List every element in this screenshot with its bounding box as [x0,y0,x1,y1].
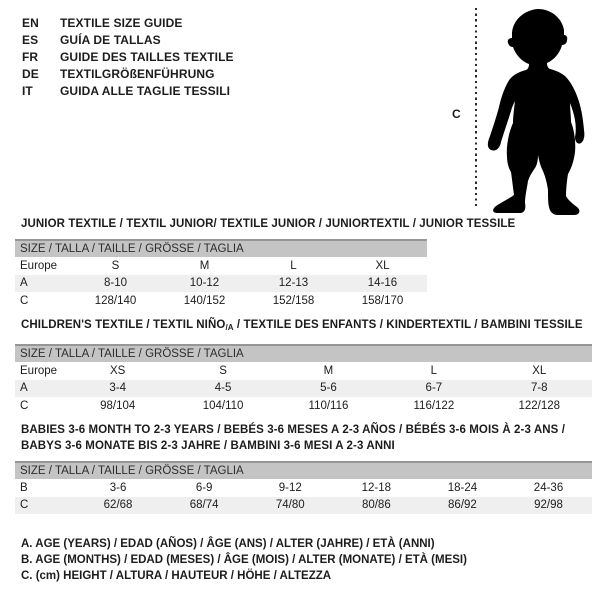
section-title-babies-line1: BABIES 3-6 MONTH TO 2-3 YEARS / BEBÉS 3-6 MESES A 2-3 AÑOS / BÉBÉS 3-6 MOIS À 2-3 ANS / [21,424,565,436]
guide-title-fr: GUIDE DES TAILLES TEXTILE [60,49,234,64]
table-row-height [15,497,592,515]
size-cell: 116/122 [413,399,455,412]
language-row-de [22,66,234,83]
language-code: DE [22,67,39,82]
table-size-header: SIZE / TALLA / TAILLE / GRÖSSE / TAGLIA [15,461,592,479]
row-label: Europe [20,364,58,377]
size-cell: XL [375,259,390,272]
table-row-age [15,275,427,293]
footnote-c: C. (cm) HEIGHT / ALTURA / HAUTEUR / HÖHE / ALTEZZA [21,570,332,583]
table-row-age-months [15,479,592,497]
section-title-children [21,319,583,332]
size-cell: 10-12 [189,277,220,290]
size-cell: 158/170 [361,294,404,307]
table-row-height [15,397,592,415]
size-cell: 80/86 [361,499,391,512]
language-code: IT [22,84,33,99]
guide-title-it: GUIDA ALLE TAGLIE TESSILI [60,84,231,99]
footnote-list [21,536,467,585]
title-part: / TEXTILE DES ENFANTS / KINDERTEXTIL / BAMBINI TESSILE [233,319,583,331]
size-cell: XL [532,364,547,377]
height-measure-label: C [452,107,461,121]
children-size-table [15,344,592,415]
guide-title-en: TEXTILE SIZE GUIDE [60,15,183,30]
table-row-europe [15,257,427,275]
size-cell: 4-5 [214,382,232,395]
language-code: ES [22,32,39,47]
title-subscript: /A [225,323,234,332]
section-title-babies-line2: BABYS 3-6 MONATE BIS 2-3 JAHRE / BAMBINI 3-6 MESI A 2-3 ANNI [21,440,395,452]
size-cell: 6-9 [195,481,213,494]
size-cell: 3-4 [109,382,126,395]
size-cell: 8-10 [103,277,128,290]
size-cell: 140/152 [183,294,226,307]
size-cell: 12-18 [361,481,392,494]
baby-silhouette-image [482,5,597,217]
table-row-europe [15,362,592,380]
language-row-es [22,31,234,48]
table-size-header: SIZE / TALLA / TAILLE / GRÖSSE / TAGLIA [15,239,427,257]
row-label: B [20,481,28,494]
size-cell: 152/158 [272,294,315,307]
guide-title-es: GUÍA DE TALLAS [60,32,161,47]
language-row-en [22,14,234,31]
footnote-a: A. AGE (YEARS) / EDAD (AÑOS) / ÂGE (ANS) / ALTER (JAHRE) / ETÀ (ANNI) [21,538,435,550]
size-cell: 12-13 [278,277,309,290]
table-row-height [15,292,427,310]
height-dotted-line [475,8,477,207]
language-row-fr [22,48,234,65]
row-label: C [20,499,29,512]
table-size-header: SIZE / TALLA / TAILLE / GRÖSSE / TAGLIA [15,344,592,362]
section-title-junior: JUNIOR TEXTILE / TEXTIL JUNIOR/ TEXTILE JUNIOR / JUNIORTEXTIL / JUNIOR TESSILE [21,218,516,230]
size-cell: 92/98 [534,499,563,512]
size-cell: 3-6 [109,481,127,494]
language-title-list [22,14,234,100]
size-cell: 74/80 [275,499,305,512]
table-row-age [15,380,592,398]
title-part: CHILDREN'S TEXTILE / TEXTIL NIÑO [21,319,226,331]
size-cell: L [430,364,438,377]
row-label: A [20,277,28,290]
size-cell: S [219,364,227,377]
size-cell: 7-8 [530,382,548,395]
junior-size-table [15,239,427,310]
size-cell: 110/116 [308,399,349,412]
size-cell: M [199,259,210,272]
size-cell: 5-6 [320,382,337,395]
size-cell: 9-12 [278,481,302,494]
size-cell: 122/128 [518,399,561,412]
size-cell: 18-24 [447,481,478,494]
guide-title-de: TEXTILGRÖßENFÜHRUNG [60,67,215,82]
size-cell: 128/140 [94,294,137,307]
size-cell: L [290,259,297,272]
size-cell: 98/104 [100,399,136,412]
row-label: C [20,399,29,412]
row-label: C [20,294,29,307]
row-label: A [20,382,28,395]
size-cell: 62/68 [103,499,133,512]
row-label: Europe [20,259,58,272]
size-cell: XS [110,364,126,377]
size-cell: 14-16 [367,277,398,290]
size-cell: 104/110 [202,399,244,412]
language-code: FR [22,49,39,64]
size-cell: S [111,259,120,272]
size-cell: 24-36 [533,481,564,494]
size-cell: 68/74 [189,499,219,512]
size-cell: 6-7 [425,382,443,395]
size-cell: 86/92 [448,499,477,512]
size-cell: M [323,364,334,377]
language-row-it [22,83,234,100]
language-code: EN [22,15,39,30]
footnote-b: B. AGE (MONTHS) / EDAD (MESES) / ÂGE (MOIS) / ALTER (MONATE) / ETÀ (MESI) [21,554,467,567]
babies-size-table [15,461,592,514]
